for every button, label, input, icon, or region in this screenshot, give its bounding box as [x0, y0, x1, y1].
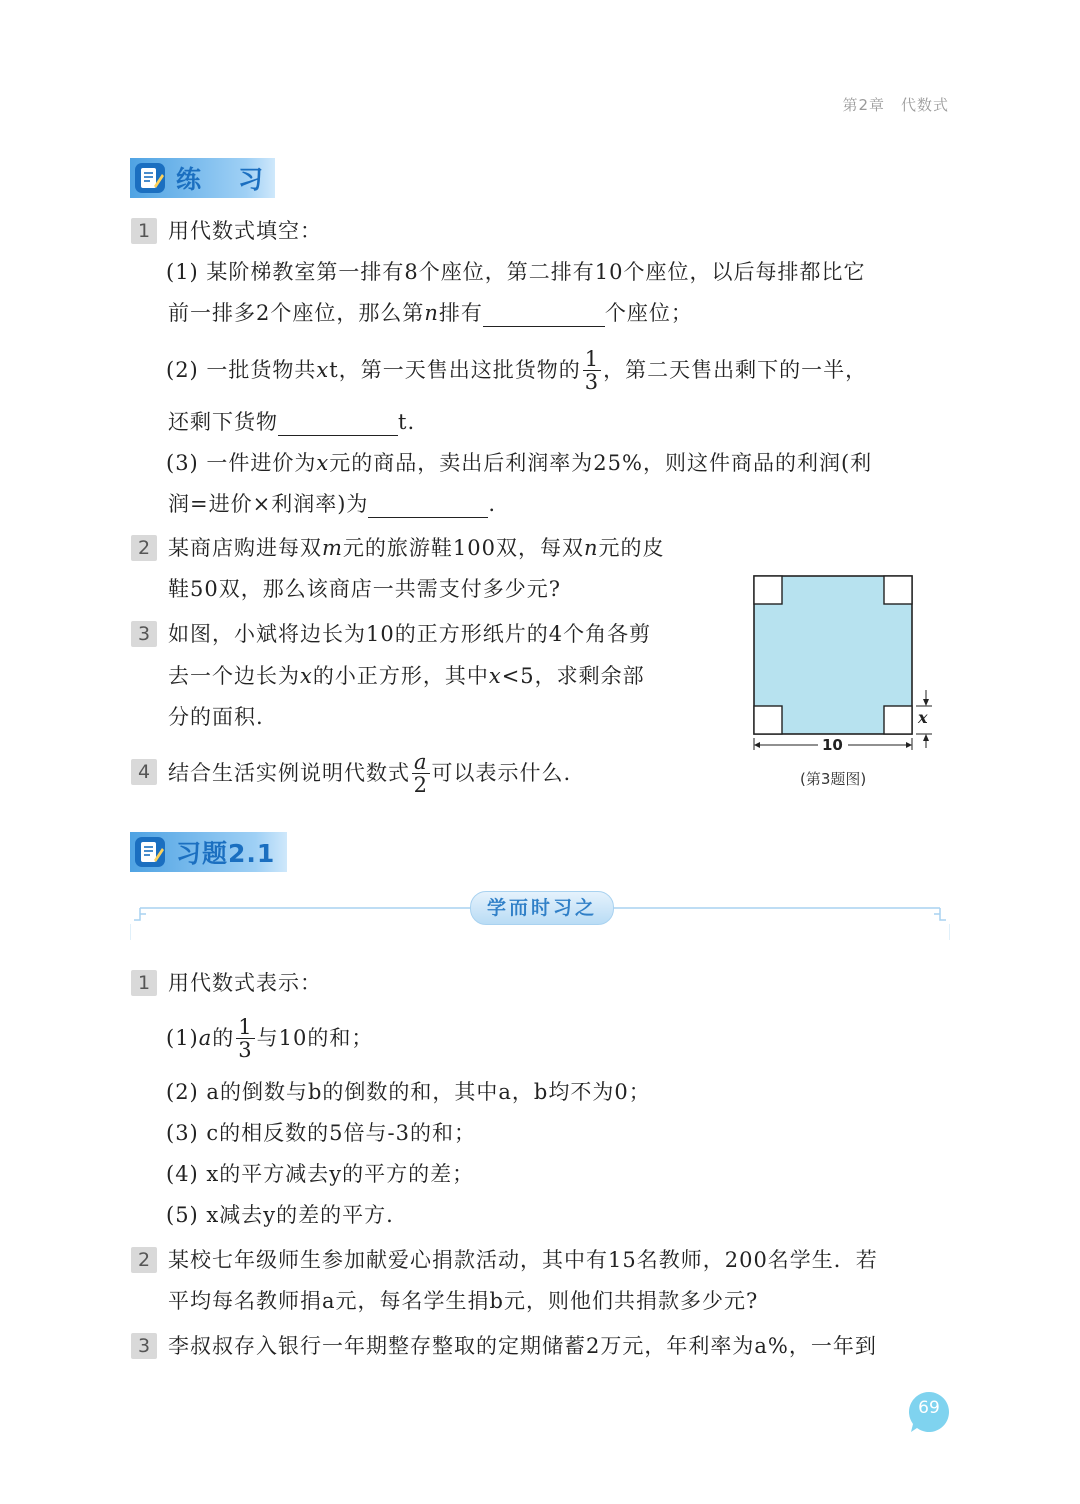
practice-title: 练 习	[176, 165, 270, 194]
page-number: 69	[918, 1398, 940, 1418]
question-3-line-1: 如图，小斌将边长为10的正方形纸片的4个角各剪	[168, 622, 652, 646]
question-2-line-2: 平均每名教师捐a元，每名学生捐b元，则他们共捐款多少元?	[168, 1289, 759, 1313]
question-stem: 用代数式填空：	[168, 219, 322, 243]
question-2-line-1: 某商店购进每双m元的旅游鞋100双，每双n元的皮	[168, 536, 665, 560]
sub-question-1: (1) a 的 $\frac{1}{3}$ 与10的和；	[166, 1014, 374, 1062]
corner-square	[884, 706, 912, 734]
corner-square	[754, 576, 782, 604]
question-number: 4	[131, 759, 157, 785]
question-3-line-1: 李叔叔存入银行一年期整存整取的定期储蓄2万元，年利率为a%，一年到	[168, 1334, 877, 1358]
fraction: $\frac{1}{3}$	[238, 1014, 253, 1062]
fraction: $\frac{a}{2}$	[413, 749, 428, 797]
answer-blank	[278, 413, 398, 436]
practice-banner	[130, 158, 275, 198]
sub-question-2-line-2: 还剩下货物 t.	[168, 410, 416, 434]
square-figure	[746, 570, 946, 760]
sub-question-2: (2) a的倒数与b的倒数的和，其中a，b均不为0；	[166, 1080, 651, 1104]
divider-tab: 学而时习之	[470, 891, 614, 925]
sub-question-3: (3) c的相反数的5倍与-3的和；	[166, 1121, 476, 1145]
sub-question-1-line-2: 前一排多2个座位，那么第n排有 个座位；	[168, 301, 693, 325]
question-3-line-2: 去一个边长为x的小正方形，其中x<5，求剩余部	[168, 664, 645, 688]
question-3-line-3: 分的面积.	[168, 705, 264, 729]
question-4-line: 结合生活实例说明代数式 $\frac{a}{2}$ 可以表示什么.	[168, 749, 572, 797]
pencil-notebook-icon	[132, 834, 168, 870]
question-number: 1	[131, 218, 157, 244]
sub-question-5: (5) x减去y的差的平方.	[166, 1203, 394, 1227]
question-number: 3	[131, 1333, 157, 1359]
corner-square	[754, 706, 782, 734]
question-number: 2	[131, 1247, 157, 1273]
question-stem: 用代数式表示：	[168, 971, 322, 995]
question-2-line-2: 鞋50双，那么该商店一共需支付多少元?	[168, 577, 561, 601]
side-length-label: 10	[822, 736, 843, 754]
answer-blank	[483, 304, 605, 327]
fraction: $\frac{1}{3}$	[584, 346, 600, 394]
exercise-banner	[130, 832, 287, 872]
sub-question-2-line-1: (2) 一批货物共 x t，第一天售出这批货物的 $\frac{1}{3}$ ，第二天售出剩下的一半，	[166, 346, 868, 394]
exercise-title: 习题2.1	[176, 839, 276, 868]
pencil-notebook-icon	[132, 160, 168, 196]
question-number: 2	[131, 535, 157, 561]
sub-question-4: (4) x的平方减去y的平方的差；	[166, 1162, 475, 1186]
question-2-line-1: 某校七年级师生参加献爱心捐款活动，其中有15名教师，200名学生．若	[168, 1248, 878, 1272]
corner-square	[884, 576, 912, 604]
corner-length-label: x	[918, 708, 928, 727]
chapter-header: 第2章 代数式	[842, 96, 949, 114]
sub-question-3-line-1: (3) 一件进价为x元的商品，卖出后利润率为25%，则这件商品的利润(利	[166, 451, 873, 475]
question-number: 1	[131, 970, 157, 996]
answer-blank	[368, 495, 488, 518]
figure-caption: (第3题图)	[800, 770, 867, 788]
question-number: 3	[131, 621, 157, 647]
sub-question-3-line-2: 润=进价×利润率)为 .	[168, 492, 497, 516]
sub-question-1-line-1: (1) 某阶梯教室第一排有8个座位，第二排有10个座位，以后每排都比它	[166, 260, 866, 284]
